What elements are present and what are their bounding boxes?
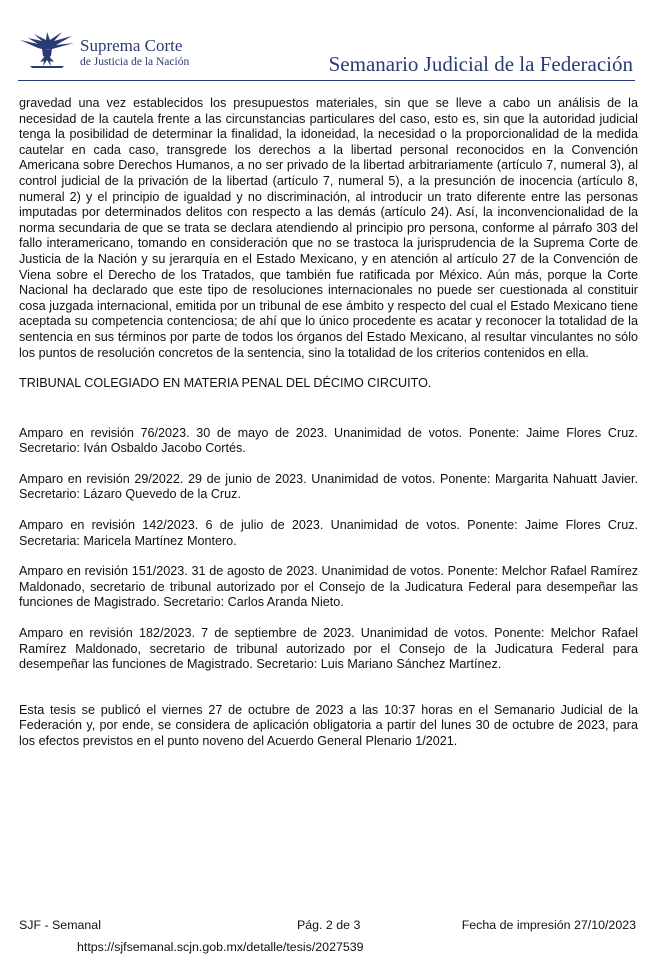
precedent-item: Amparo en revisión 142/2023. 6 de julio de 2023. Unanimidad de votos. Ponente: Jaime Flores Cruz. Secretaria: Maricela Martínez Montero. bbox=[19, 518, 638, 548]
footer-source: SJF - Semanal bbox=[19, 918, 101, 932]
court-name: TRIBUNAL COLEGIADO EN MATERIA PENAL DEL DÉCIMO CIRCUITO. bbox=[19, 376, 432, 391]
document-body bbox=[19, 96, 638, 750]
main-paragraph: gravedad una vez establecidos los presupuestos materiales, sin que se lleve a cabo un análisis de la necesidad de la cautela frente a las circunstancias particulares del caso, esto es, sin que la autoridad judicial tenga la posibilidad de determinar la finalidad, la idoneidad, la necesidad o la proporcionalidad de la medida cautelar en cada caso, transgrede los derechos a la libertad personal reconocidos en la Convención Americana sobre Derechos Humanos, a no ser privado de la libertad arbitrariamente (artículo 7, numeral 3), al control judicial de la privación de la libertad (artículo 7, numeral 5), a la presunción de inocencia (artículo 8, numeral 2) y el principio de igualdad y no discriminación, al introducir un trato diferente entre las personas imputadas por determinados delitos con respecto a las demás (artículo 24). Así, la inconvencionalidad de la norma secundaria de que se trata se declara atendiendo al principio pro persona, conforme al párrafo 303 del fallo interamericano, tomando en consideración que no se trastoca la jurisprudencia de la Suprema Corte de Justicia de la Nación y su jerarquía en el Estado Mexicano, y en atención al artículo 27 de la Convención de Viena sobre el Derecho de los Tratados, que también fue ratificada por México. Aún más, porque la Corte Nacional ha declarado que este tipo de resoluciones internacionales no puede ser cuestionada al constituir cosa juzgada internacional, emitida por un tribunal de ese ámbito y respecto del cual el Estado Mexicano tiene aceptada su competencia contenciosa; de ahí que lo único procedente es acatar y reconocer la totalidad de la sentencia en sus términos por parte de todos los órganos del Estado Mexicano, al resultar vinculantes no sólo los puntos de resolución concretos de la sentencia, sino la totalidad de los criterios contenidos en ella. bbox=[19, 96, 638, 360]
precedent-item: Amparo en revisión 151/2023. 31 de agosto de 2023. Unanimidad de votos. Ponente: Melchor Rafael Ramírez Maldonado, secretario de tribunal autorizado por el Consejo de la Judicatura Federal para desempeñar las funciones de Magistrado. Secretario: Carlos Aranda Nieto. bbox=[19, 564, 638, 610]
publication-note: Esta tesis se publicó el viernes 27 de octubre de 2023 a las 10:37 horas en el Semanario Judicial de la Federación y, por ende, se considera de aplicación obligatoria a partir del lunes 30 de octubre de 2023, para los efectos previstos en el punto noveno del Acuerdo General Plenario 1/2021. bbox=[19, 702, 638, 748]
page-header bbox=[0, 0, 649, 88]
precedent-item: Amparo en revisión 182/2023. 7 de septiembre de 2023. Unanimidad de votos. Ponente: Melchor Rafael Ramírez Maldonado, secretario de tribunal autorizado por el Consejo de la Judicatura Federal para desempeñar las funciones de Magistrado. Secretario: Luis Mariano Sánchez Martínez. bbox=[19, 626, 638, 672]
logo-subtitle: de Justicia de la Nación bbox=[80, 56, 190, 68]
header-divider bbox=[18, 80, 635, 81]
publication-title: Semanario Judicial de la Federación bbox=[328, 52, 633, 76]
print-date: Fecha de impresión 27/10/2023 bbox=[461, 918, 636, 932]
precedent-item: Amparo en revisión 29/2022. 29 de junio de 2023. Unanimidad de votos. Ponente: Margarita Nahuatt Javier. Secretario: Lázaro Quevedo de la Cruz. bbox=[19, 471, 638, 502]
precedent-item: Amparo en revisión 76/2023. 30 de mayo de 2023. Unanimidad de votos. Ponente: Jaime Flores Cruz. Secretario: Iván Osbaldo Jacobo Cortés. bbox=[19, 425, 638, 456]
eagle-emblem-icon bbox=[16, 26, 78, 72]
scjn-logo bbox=[16, 26, 206, 76]
precedents-list bbox=[19, 426, 638, 673]
logo-name: Suprema Corte bbox=[80, 36, 183, 55]
page-number: Pág. 2 de 3 bbox=[297, 918, 361, 932]
document-url[interactable]: https://sjfsemanal.scjn.gob.mx/detalle/tesis/2027539 bbox=[77, 940, 364, 954]
